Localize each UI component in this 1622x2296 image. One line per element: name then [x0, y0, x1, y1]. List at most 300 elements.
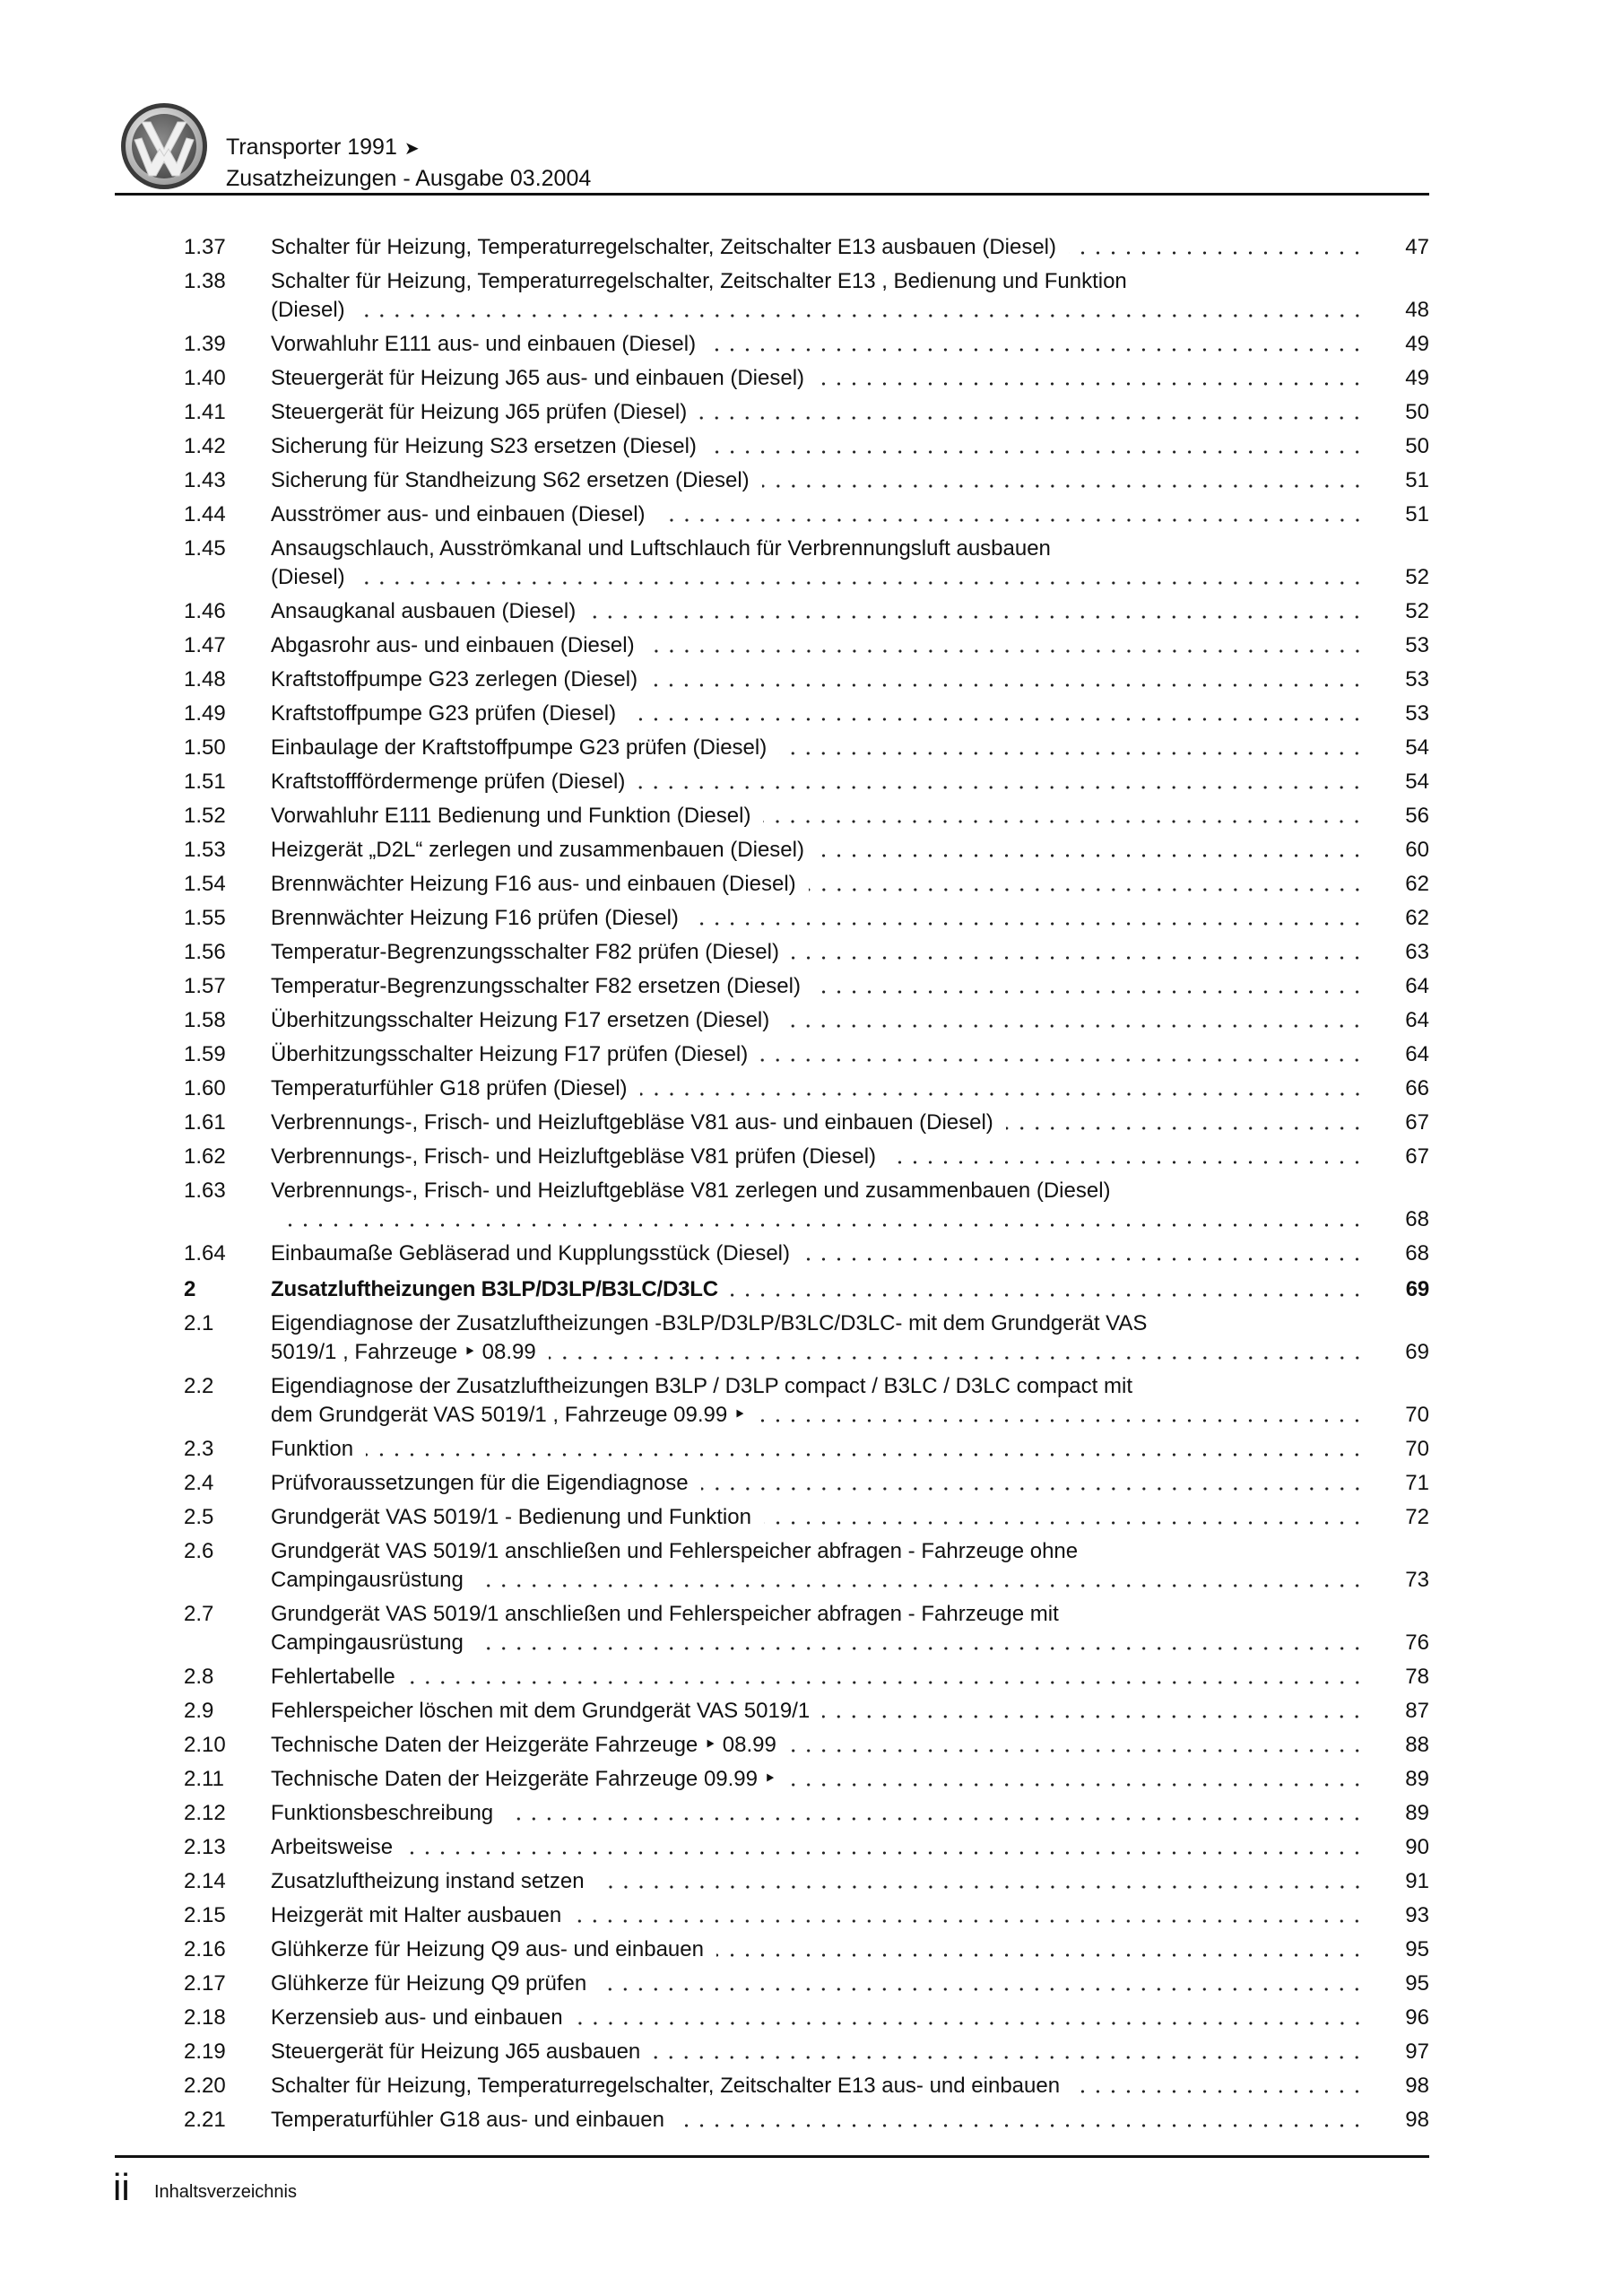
- toc-entry-title-line: [271, 1629, 1429, 1657]
- toc-entry-title: [271, 1697, 1429, 1726]
- dot-leader: [822, 1697, 1365, 1726]
- toc-entry-title: [271, 2106, 1429, 2135]
- toc-entry-title-line: [271, 296, 1429, 325]
- toc-entry-page: 47: [1405, 235, 1429, 259]
- toc-entry-title: [271, 1799, 1429, 1828]
- toc-entry-title-line: [271, 1731, 1429, 1760]
- toc-entry-title-text: Sicherung für Standheizung S62 ersetzen (Diesel): [271, 468, 750, 492]
- toc-entry-page: 67: [1405, 1144, 1429, 1169]
- toc-entry-title: [271, 870, 1429, 899]
- dot-leader: [709, 432, 1365, 461]
- toc-entry-title-text: Grundgerät VAS 5019/1 anschließen und Fehlerspeicher abfragen - Fahrzeuge ohne: [271, 1539, 1079, 1563]
- dot-leader: [576, 2004, 1365, 2032]
- dot-leader: [658, 500, 1365, 529]
- toc-entry-page: 64: [1405, 974, 1429, 998]
- toc-entry-title-text: Glühkerze für Heizung Q9 prüfen: [271, 1971, 587, 1996]
- toc-entry-title-line: [271, 1435, 1429, 1464]
- toc-entry-title-text: Fehlertabelle: [271, 1665, 395, 1689]
- vw-logo-icon: [120, 102, 208, 190]
- toc-entry-page: 50: [1405, 400, 1429, 424]
- toc-entry-title-line: [271, 1867, 1429, 1896]
- toc-entry-page: 68: [1405, 1241, 1429, 1265]
- toc-entry-title-text: Heizgerät „D2L“ zerlegen und zusammenbauen (Diesel): [271, 838, 804, 862]
- toc-entry-number: 2.15: [184, 1903, 226, 1927]
- dot-leader: [476, 1566, 1365, 1595]
- dot-leader: [405, 1833, 1365, 1862]
- toc-entry-number: 1.54: [184, 872, 226, 896]
- toc-entry-title: [271, 1833, 1429, 1862]
- toc-entry[interactable]: [184, 500, 1429, 529]
- toc-entry-title-line: [271, 1765, 1429, 1794]
- toc-entry[interactable]: [184, 1109, 1429, 1137]
- toc-entry-title-line: [271, 2038, 1429, 2066]
- header-edition: Zusatzheizungen - Ausgabe 03.2004: [226, 166, 592, 191]
- toc-entry[interactable]: [184, 802, 1429, 831]
- toc-entry-title: [271, 1040, 1429, 1069]
- dot-leader: [599, 1970, 1365, 1998]
- toc-entry-page: 76: [1405, 1631, 1429, 1655]
- toc-entry-title: [271, 267, 1429, 325]
- toc-entry-title-line: [271, 904, 1429, 933]
- toc-entry-title: [271, 466, 1429, 495]
- toc-entry-title-line: [271, 734, 1429, 762]
- toc-entry-title-line: [271, 1799, 1429, 1828]
- toc-entry-page: 89: [1405, 1801, 1429, 1825]
- toc-entry-title-text: (Diesel): [271, 298, 345, 322]
- toc-entry-title: [271, 2004, 1429, 2032]
- toc-entry-title-text: Heizgerät mit Halter ausbauen: [271, 1903, 562, 1927]
- toc-entry-title: [271, 500, 1429, 529]
- toc-entry-number: 2.16: [184, 1937, 226, 1961]
- toc-entry-title-text: Sicherung für Heizung S23 ersetzen (Diesel): [271, 434, 697, 458]
- toc-entry[interactable]: [184, 1833, 1429, 1862]
- toc-entry-title: [271, 597, 1429, 626]
- toc-entry-number: 1.59: [184, 1042, 226, 1066]
- toc-entry-title-line: [271, 2072, 1429, 2100]
- toc-entry-title-text: Temperaturfühler G18 aus- und einbauen: [271, 2108, 664, 2132]
- toc-entry-number: 2.7: [184, 1602, 214, 1626]
- toc-entry-title-line: [271, 700, 1429, 728]
- toc-entry-number: 2.21: [184, 2108, 226, 2132]
- toc-entry-number: 2.12: [184, 1801, 226, 1825]
- dot-leader: [889, 1143, 1365, 1171]
- toc-entry-page: 70: [1405, 1437, 1429, 1461]
- toc-section-heading[interactable]: [184, 1275, 1429, 1304]
- toc-entry-title: [271, 1074, 1429, 1103]
- toc-entry-title: [271, 1765, 1429, 1794]
- dot-leader: [782, 1006, 1365, 1035]
- toc-entry[interactable]: [184, 2072, 1429, 2100]
- toc-entry-page: 87: [1405, 1699, 1429, 1723]
- toc-entry-number: 1.53: [184, 838, 226, 862]
- toc-entry[interactable]: [184, 330, 1429, 359]
- dot-leader: [792, 938, 1365, 967]
- toc-entry-number: 2.14: [184, 1869, 226, 1893]
- toc-entry-page: 93: [1405, 1903, 1429, 1927]
- toc-entry[interactable]: [184, 1901, 1429, 1930]
- toc-entry-title: [271, 330, 1429, 359]
- dot-leader: [638, 768, 1365, 796]
- toc-entry-title-line: [271, 1566, 1429, 1595]
- toc-entry[interactable]: [184, 597, 1429, 626]
- toc-entry-title-line: [271, 1833, 1429, 1862]
- toc-entry-page: 64: [1405, 1042, 1429, 1066]
- toc-entry-page: 73: [1405, 1568, 1429, 1592]
- dot-leader: [716, 1935, 1365, 1964]
- toc-entry-title: [271, 1901, 1429, 1930]
- toc-entry-page: 53: [1405, 633, 1429, 657]
- toc-entry-title: [271, 631, 1429, 660]
- toc-entry-title-line: [271, 1970, 1429, 1998]
- dot-leader: [278, 1205, 1365, 1234]
- toc-entry-page: 51: [1405, 468, 1429, 492]
- toc-entry-title-text: Temperatur-Begrenzungsschalter F82 ersetzen (Diesel): [271, 974, 801, 998]
- toc-entry-title: [271, 1372, 1429, 1430]
- toc-entry-title-line: [271, 535, 1429, 563]
- toc-entry-title-text: Grundgerät VAS 5019/1 anschließen und Fehlerspeicher abfragen - Fahrzeuge mit: [271, 1602, 1059, 1626]
- toc-entry-title-text: Campingausrüstung: [271, 1568, 464, 1592]
- toc-entry-number: 1.63: [184, 1178, 226, 1203]
- document-header: [226, 133, 591, 194]
- toc-entry-title-text: Glühkerze für Heizung Q9 aus- und einbauen: [271, 1937, 704, 1961]
- toc-entry-title: [271, 938, 1429, 967]
- toc-entry-page: 97: [1405, 2039, 1429, 2064]
- toc-entry-title-text: Kraftstofffördermenge prüfen (Diesel): [271, 770, 626, 794]
- toc-entry-title-line: [271, 1372, 1429, 1401]
- dot-leader: [813, 972, 1365, 1001]
- dot-leader: [1072, 2072, 1365, 2100]
- toc-entry-number: 1.58: [184, 1008, 226, 1032]
- dot-leader: [731, 1275, 1365, 1304]
- toc-entry-title: [271, 1537, 1429, 1595]
- toc-entry-title-line: [271, 563, 1429, 592]
- toc-entry-title-line: [271, 398, 1429, 427]
- toc-entry-page: 50: [1405, 434, 1429, 458]
- toc-entry-page: 62: [1405, 872, 1429, 896]
- toc-entry-title: [271, 364, 1429, 393]
- toc-entry[interactable]: [184, 665, 1429, 694]
- toc-entry-page: 90: [1405, 1835, 1429, 1859]
- toc-entry-title-text: Arbeitsweise: [271, 1835, 394, 1859]
- toc-entry[interactable]: [184, 1600, 1429, 1657]
- toc-entry[interactable]: [184, 2004, 1429, 2032]
- toc-entry[interactable]: [184, 1469, 1429, 1498]
- toc-entry[interactable]: [184, 233, 1429, 262]
- dot-leader: [506, 1799, 1365, 1828]
- toc-entry[interactable]: [184, 1731, 1429, 1760]
- toc-entry[interactable]: [184, 631, 1429, 660]
- toc-entry-number: 1.56: [184, 940, 226, 964]
- toc-entry-page: 49: [1405, 366, 1429, 390]
- toc-entry-number: 1.55: [184, 906, 226, 930]
- dot-leader: [653, 2038, 1365, 2066]
- toc-entry[interactable]: [184, 1372, 1429, 1430]
- toc-entry[interactable]: [184, 1867, 1429, 1896]
- toc-entry-title-line: [271, 665, 1429, 694]
- dot-leader: [701, 1469, 1365, 1498]
- toc-entry-title: [271, 1867, 1429, 1896]
- toc-entry-number: 1.38: [184, 269, 226, 293]
- toc-entry-number: 2.2: [184, 1374, 214, 1398]
- toc-entry-page: 49: [1405, 332, 1429, 356]
- toc-entry[interactable]: [184, 535, 1429, 592]
- toc-entry-number: 2.18: [184, 2005, 226, 2030]
- toc-entry-title-text: Zusatzluftheizungen B3LP/D3LP/B3LC/D3LC: [271, 1277, 718, 1301]
- toc-entry-number: 2.8: [184, 1665, 214, 1689]
- dot-leader: [699, 398, 1365, 427]
- toc-entry[interactable]: [184, 836, 1429, 865]
- dot-leader: [809, 870, 1365, 899]
- toc-entry-title: [271, 1109, 1429, 1137]
- toc-entry-page: 72: [1405, 1505, 1429, 1529]
- toc-entry-title-line: [271, 1338, 1429, 1367]
- toc-entry-number: 2.19: [184, 2039, 226, 2064]
- toc-entry-title-line: [271, 2106, 1429, 2135]
- toc-entry-title-line: [271, 1074, 1429, 1103]
- toc-entry-number: 1.48: [184, 667, 226, 691]
- toc-entry[interactable]: [184, 1239, 1429, 1268]
- toc-entry-title: [271, 1239, 1429, 1268]
- toc-entry[interactable]: [184, 267, 1429, 325]
- toc-entry-number: 2.11: [184, 1767, 224, 1791]
- toc-entry-title-line: [271, 1697, 1429, 1726]
- toc-entry-number: 2.13: [184, 1835, 226, 1859]
- dot-leader: [779, 734, 1365, 762]
- toc-entry-title: [271, 802, 1429, 831]
- toc-entry-title-text: Vorwahluhr E111 aus- und einbauen (Diesel): [271, 332, 697, 356]
- dot-leader: [476, 1629, 1365, 1657]
- toc-entry-title-line: [271, 768, 1429, 796]
- toc-entry-title-line: [271, 1143, 1429, 1171]
- toc-entry-title: [271, 1469, 1429, 1498]
- dot-leader: [677, 2106, 1365, 2135]
- toc-entry-title-text: Zusatzluftheizung instand setzen: [271, 1869, 585, 1893]
- toc-entry-number: 2.4: [184, 1471, 214, 1495]
- toc-entry[interactable]: [184, 938, 1429, 967]
- toc-entry[interactable]: [184, 1663, 1429, 1692]
- toc-entry-title-line: [271, 330, 1429, 359]
- toc-entry[interactable]: [184, 432, 1429, 461]
- toc-entry-number: 1.52: [184, 804, 226, 828]
- toc-entry-page: 96: [1405, 2005, 1429, 2030]
- toc-entry-title-line: [271, 1401, 1429, 1430]
- toc-entry[interactable]: [184, 1040, 1429, 1069]
- toc-entry-title-line: [271, 466, 1429, 495]
- toc-entry-title-text: Campingausrüstung: [271, 1631, 464, 1655]
- dot-leader: [650, 665, 1365, 694]
- toc-entry-title-text: Abgasrohr aus- und einbauen (Diesel): [271, 633, 635, 657]
- toc-entry-title-text: Verbrennungs-, Frisch- und Heizluftgebläse V81 aus- und einbauen (Diesel): [271, 1110, 993, 1135]
- toc-entry-page: 63: [1405, 940, 1429, 964]
- toc-entry-title-line: [271, 972, 1429, 1001]
- toc-entry-page: 54: [1405, 770, 1429, 794]
- toc-entry-number: 1.44: [184, 502, 226, 526]
- toc-entry-title-text: Temperatur-Begrenzungsschalter F82 prüfen (Diesel): [271, 940, 779, 964]
- toc-entry-number: 1.41: [184, 400, 226, 424]
- toc-entry-number: 2.3: [184, 1437, 214, 1461]
- toc-entry-title-text: Ansaugkanal ausbauen (Diesel): [271, 599, 577, 623]
- toc-entry-title-text: Eigendiagnose der Zusatzluftheizungen -B3LP/D3LP/B3LC/D3LC- mit dem Grundgerät VAS: [271, 1311, 1148, 1335]
- dot-leader: [549, 1338, 1365, 1367]
- dot-leader: [763, 802, 1365, 831]
- toc-entry[interactable]: [184, 364, 1429, 393]
- toc-entry-number: 1.57: [184, 974, 226, 998]
- toc-entry[interactable]: [184, 1309, 1429, 1367]
- toc-entry-title-line: [271, 1309, 1429, 1338]
- toc-entry-number: 1.46: [184, 599, 226, 623]
- toc-entry-title: [271, 1600, 1429, 1657]
- toc-entry-title: [271, 2072, 1429, 2100]
- toc-entry-title-line: [271, 267, 1429, 296]
- toc-entry-title-line: [271, 870, 1429, 899]
- toc-entry-title-text: Kraftstoffpumpe G23 prüfen (Diesel): [271, 701, 617, 726]
- dot-leader: [691, 904, 1365, 933]
- toc-entry-number: 1.60: [184, 1076, 226, 1100]
- toc-entry-title-line: [271, 1663, 1429, 1692]
- toc-entry[interactable]: [184, 466, 1429, 495]
- toc-entry-page: 71: [1405, 1471, 1429, 1495]
- footer-divider: [115, 2155, 1429, 2158]
- toc-entry-number: 2: [184, 1277, 196, 1301]
- toc-entry-page: 48: [1405, 298, 1429, 322]
- toc-entry-title-line: [271, 938, 1429, 967]
- toc-entry[interactable]: [184, 870, 1429, 899]
- toc-entry-title-text: Fehlerspeicher löschen mit dem Grundgerät VAS 5019/1: [271, 1699, 811, 1723]
- toc-entry-title-text: Steuergerät für Heizung J65 ausbauen: [271, 2039, 641, 2064]
- toc-entry[interactable]: [184, 1435, 1429, 1464]
- toc-entry[interactable]: [184, 768, 1429, 796]
- toc-entry-number: 1.40: [184, 366, 226, 390]
- toc-entry-title-line: [271, 1109, 1429, 1137]
- toc-entry-title: [271, 1275, 1429, 1304]
- toc-entry-title: [271, 836, 1429, 865]
- toc-entry-title-line: [271, 1935, 1429, 1964]
- toc-entry-title-line: [271, 1600, 1429, 1629]
- toc-entry[interactable]: [184, 734, 1429, 762]
- toc-entry-title: [271, 700, 1429, 728]
- toc-entry[interactable]: [184, 700, 1429, 728]
- toc-entry-page: 98: [1405, 2074, 1429, 2098]
- toc-entry-title-text: dem Grundgerät VAS 5019/1 , Fahrzeuge 09.99 ‣: [271, 1403, 747, 1427]
- toc-entry-title: [271, 1503, 1429, 1532]
- toc-entry-page: 69: [1405, 1277, 1429, 1301]
- dot-leader: [588, 597, 1365, 626]
- toc-entry-title-text: Temperaturfühler G18 prüfen (Diesel): [271, 1076, 628, 1100]
- toc-entry-page: 62: [1405, 906, 1429, 930]
- toc-entry[interactable]: [184, 398, 1429, 427]
- toc-entry-title-text: Schalter für Heizung, Temperaturregelschalter, Zeitschalter E13 ausbauen (Diesel): [271, 235, 1056, 259]
- dot-leader: [802, 1239, 1365, 1268]
- dot-leader: [640, 1074, 1365, 1103]
- section-label: Inhaltsverzeichnis: [154, 2182, 297, 2202]
- toc-entry-page: 56: [1405, 804, 1429, 828]
- toc-entry[interactable]: [184, 1177, 1429, 1234]
- toc-entry-number: 1.51: [184, 770, 226, 794]
- toc-entry-title-text: Technische Daten der Heizgeräte Fahrzeuge ‣ 08.99: [271, 1733, 776, 1757]
- dot-leader: [764, 1503, 1365, 1532]
- toc-entry-title-line: [271, 1177, 1429, 1205]
- toc-entry-page: 95: [1405, 1971, 1429, 1996]
- toc-entry[interactable]: [184, 972, 1429, 1001]
- toc-entry-title-text: Prüfvoraussetzungen für die Eigendiagnose: [271, 1471, 689, 1495]
- toc-entry[interactable]: [184, 1765, 1429, 1794]
- toc-entry-title: [271, 904, 1429, 933]
- toc-entry-title-text: Überhitzungsschalter Heizung F17 ersetzen (Diesel): [271, 1008, 770, 1032]
- page-number: ii: [113, 2166, 130, 2208]
- toc-entry[interactable]: [184, 1503, 1429, 1532]
- toc-entry-title: [271, 1731, 1429, 1760]
- toc-entry[interactable]: [184, 1074, 1429, 1103]
- toc-entry-number: 1.42: [184, 434, 226, 458]
- toc-entry[interactable]: [184, 2038, 1429, 2066]
- toc-entry-title-line: [271, 1901, 1429, 1930]
- dot-leader: [789, 1731, 1365, 1760]
- toc-entry-title: [271, 233, 1429, 262]
- toc-entry[interactable]: [184, 1935, 1429, 1964]
- toc-entry-title: [271, 1970, 1429, 1998]
- toc-entry[interactable]: [184, 904, 1429, 933]
- toc-entry-number: 1.37: [184, 235, 226, 259]
- toc-entry-number: 2.20: [184, 2074, 226, 2098]
- toc-entry-title: [271, 1663, 1429, 1692]
- toc-entry[interactable]: [184, 2106, 1429, 2135]
- toc-entry-title-text: Überhitzungsschalter Heizung F17 prüfen (Diesel): [271, 1042, 749, 1066]
- toc-entry-title-text: 5019/1 , Fahrzeuge ‣ 08.99: [271, 1340, 536, 1364]
- dot-leader: [789, 1765, 1365, 1794]
- toc-entry-title-text: Vorwahluhr E111 Bedienung und Funktion (Diesel): [271, 804, 751, 828]
- toc-entry-title-text: Verbrennungs-, Frisch- und Heizluftgebläse V81 zerlegen und zusammenbauen (Diesel): [271, 1178, 1111, 1203]
- toc-entry-page: 98: [1405, 2108, 1429, 2132]
- toc-entry-title: [271, 1143, 1429, 1171]
- toc-entry-page: 60: [1405, 838, 1429, 862]
- toc-entry[interactable]: [184, 1006, 1429, 1035]
- toc-entry-number: 1.45: [184, 536, 226, 561]
- toc-entry-title-line: [271, 802, 1429, 831]
- toc-entry-title-text: Schalter für Heizung, Temperaturregelschalter, Zeitschalter E13 , Bedienung und Funktion: [271, 269, 1127, 293]
- toc-entry-title-text: Einbaulage der Kraftstoffpumpe G23 prüfen (Diesel): [271, 735, 768, 760]
- toc-entry-title-text: Steuergerät für Heizung J65 aus- und einbauen (Diesel): [271, 366, 805, 390]
- toc-entry-page: 53: [1405, 701, 1429, 726]
- toc-entry-page: 52: [1405, 565, 1429, 589]
- toc-entry-title-text: Schalter für Heizung, Temperaturregelschalter, Zeitschalter E13 aus- und einbauen: [271, 2074, 1061, 2098]
- toc-entry[interactable]: [184, 1537, 1429, 1595]
- table-of-contents: [184, 233, 1429, 2140]
- toc-entry[interactable]: [184, 1697, 1429, 1726]
- toc-entry-title-line: [271, 364, 1429, 393]
- toc-entry-title: [271, 432, 1429, 461]
- toc-entry[interactable]: [184, 1970, 1429, 1998]
- toc-entry-title-line: [271, 432, 1429, 461]
- toc-entry-number: 1.62: [184, 1144, 226, 1169]
- toc-entry-title-line: [271, 1275, 1429, 1304]
- toc-entry-title: [271, 1177, 1429, 1234]
- toc-entry-title-text: Funktionsbeschreibung: [271, 1801, 494, 1825]
- toc-entry-title-text: Ausströmer aus- und einbauen (Diesel): [271, 502, 646, 526]
- dot-leader: [358, 296, 1365, 325]
- header-divider: [115, 193, 1429, 196]
- toc-entry-title-text: Kraftstoffpumpe G23 zerlegen (Diesel): [271, 667, 638, 691]
- toc-entry-title-line: [271, 1239, 1429, 1268]
- toc-entry-title-text: Steuergerät für Heizung J65 prüfen (Diesel): [271, 400, 688, 424]
- toc-entry[interactable]: [184, 1143, 1429, 1171]
- toc-entry[interactable]: [184, 1799, 1429, 1828]
- toc-entry-title-line: [271, 1040, 1429, 1069]
- toc-entry-title: [271, 734, 1429, 762]
- toc-entry-number: 2.1: [184, 1311, 214, 1335]
- dot-leader: [1006, 1109, 1365, 1137]
- toc-entry-page: 91: [1405, 1869, 1429, 1893]
- toc-entry-number: 2.17: [184, 1971, 226, 1996]
